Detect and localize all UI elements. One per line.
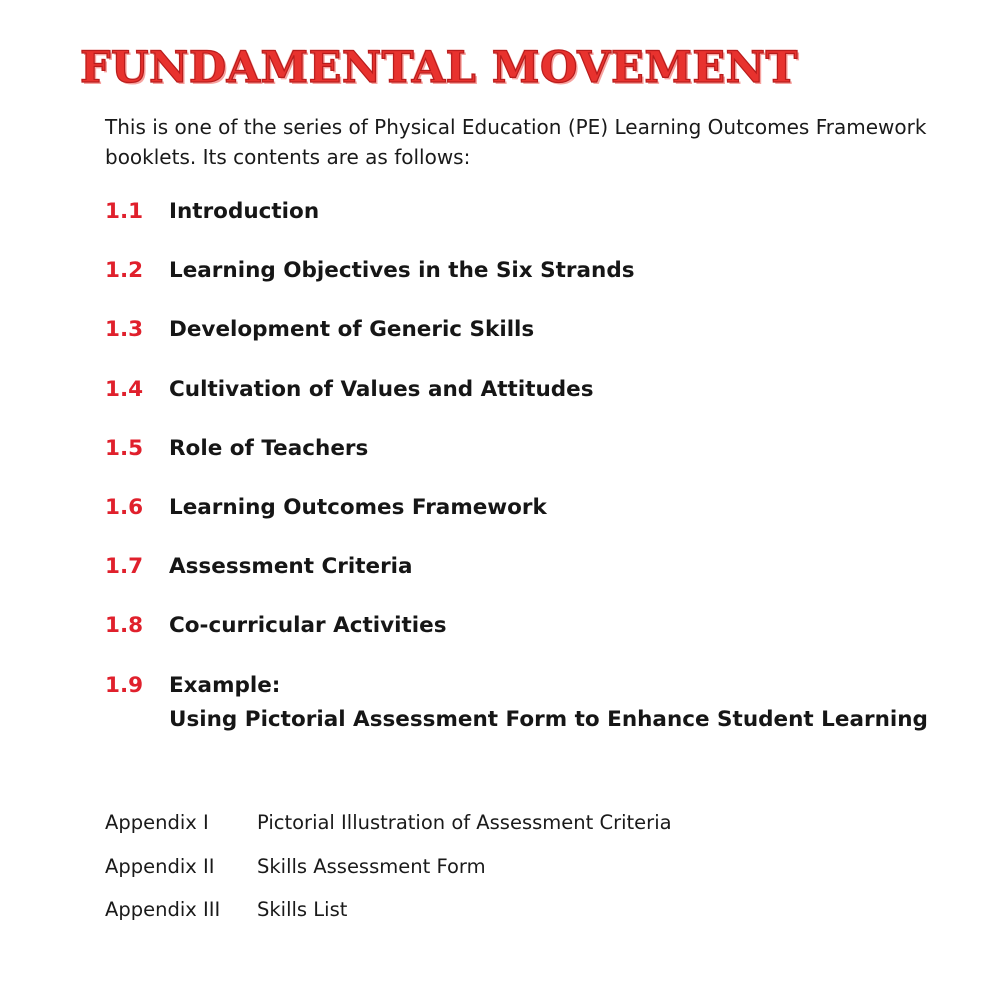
- toc-label: Development of Generic Skills: [169, 317, 535, 343]
- toc-number: 1.9: [105, 672, 144, 698]
- toc-label: Learning Objectives in the Six Strands: [169, 258, 635, 284]
- appendix-title: Skills Assessment Form: [257, 854, 486, 878]
- intro-paragraph: This is one of the series of Physical Education (PE) Learning Outcomes Framework booklets. Its contents are as follows:: [105, 115, 927, 169]
- toc-number: 1.4: [105, 376, 144, 402]
- appendix-title: Skills List: [257, 898, 348, 921]
- toc-label: Introduction: [169, 199, 320, 224]
- appendix-key: Appendix II: [105, 854, 215, 878]
- toc-number: 1.5: [105, 435, 144, 461]
- page-title: FUNDAMENTAL MOVEMENT: [80, 43, 798, 93]
- toc-label: Role of Teachers: [169, 435, 369, 461]
- toc-label: Co-curricular Activities: [169, 613, 447, 639]
- toc-number: 1.1: [105, 199, 144, 224]
- toc-number: 1.6: [105, 494, 144, 520]
- appendix-key: Appendix I: [105, 811, 209, 834]
- appendix-key: Appendix III: [105, 898, 221, 921]
- toc-label: Cultivation of Values and Attitudes: [169, 376, 594, 402]
- toc-sublabel: Using Pictorial Assessment Form to Enhance Student Learning: [169, 706, 928, 732]
- toc-label: Assessment Criteria: [169, 554, 413, 580]
- toc-label-group: [169, 669, 928, 737]
- toc-label: Learning Outcomes Framework: [169, 494, 547, 520]
- toc-label: Example:: [169, 672, 281, 698]
- toc-number: 1.2: [105, 258, 144, 284]
- toc-number: 1.8: [105, 613, 144, 639]
- toc-number: 1.3: [105, 317, 144, 343]
- appendix-title: Pictorial Illustration of Assessment Criteria: [257, 811, 672, 834]
- toc-number: 1.7: [105, 554, 144, 580]
